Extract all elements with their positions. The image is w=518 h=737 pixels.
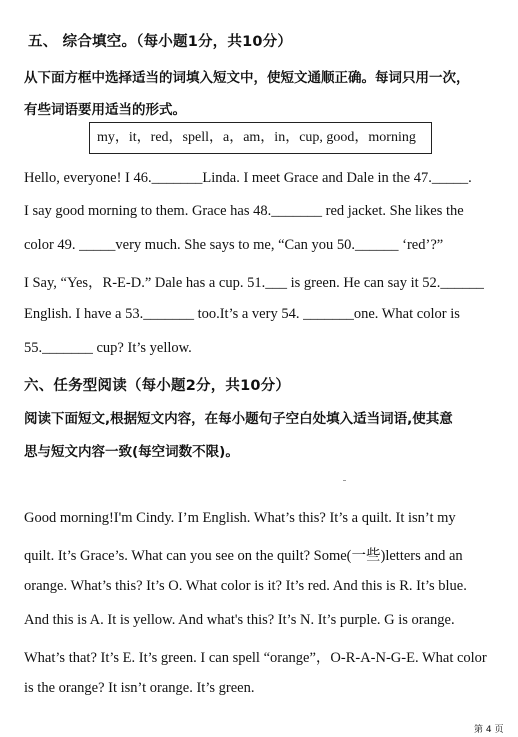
section5-instruction-line1: 从下面方框中选择适当的词填入短文中，使短文通顺正确。每词只用一次， — [24, 70, 470, 86]
passage6-line: quilt. It’s Grace’s. What can you see on the quilt? Some(一些)letters and an — [24, 548, 463, 564]
section5-heading: 五、 综合填空。（每小题1分，共10分） — [28, 34, 293, 50]
passage5-line: I Say, “Yes，R-E-D.” Dale has a cup. 51.___ is green. He can say it 52.______ — [24, 275, 484, 291]
scan-speck — [343, 480, 346, 481]
passage6-line: is the orange? It isn’t orange. It’s green. — [24, 680, 255, 696]
section5-instruction-line2: 有些词语要用适当的形式。 — [24, 102, 186, 118]
passage5-line: English. I have a 53._______ too.It’s a very 54. _______one. What color is — [24, 306, 460, 322]
word-box: my，it，red，spell，a，am，in，cup, good，morning — [89, 122, 432, 154]
passage6-line: And this is A. It is yellow. And what's this? It’s N. It’s purple. G is orange. — [24, 612, 455, 628]
passage5-line: I say good morning to them. Grace has 48._______ red jacket. She likes the — [24, 203, 464, 219]
page-number: 第 4 页 — [474, 725, 504, 735]
passage5-line: 55._______ cup? It’s yellow. — [24, 340, 192, 356]
section6-heading: 六、任务型阅读（每小题2分，共10分） — [24, 378, 291, 394]
passage5-line: Hello, everyone! I 46._______Linda. I meet Grace and Dale in the 47._____. — [24, 170, 472, 186]
passage5-line: color 49. _____very much. She says to me, “Can you 50.______ ‘red’?” — [24, 237, 444, 253]
passage6-line: Good morning!I'm Cindy. I’m English. What’s this? It’s a quilt. It isn’t my — [24, 510, 456, 526]
section6-instruction-line2: 思与短文内容一致(每空词数不限)。 — [24, 444, 239, 460]
section6-instruction-line1: 阅读下面短文,根据短文内容，在每小题句子空白处填入适当词语,使其意 — [24, 411, 453, 427]
passage6-line: orange. What’s this? It’s O. What color is it? It’s red. And this is R. It’s blue. — [24, 578, 467, 594]
passage6-line: What’s that? It’s E. It’s green. I can spell “orange”，O-R-A-N-G-E. What color — [24, 650, 487, 666]
